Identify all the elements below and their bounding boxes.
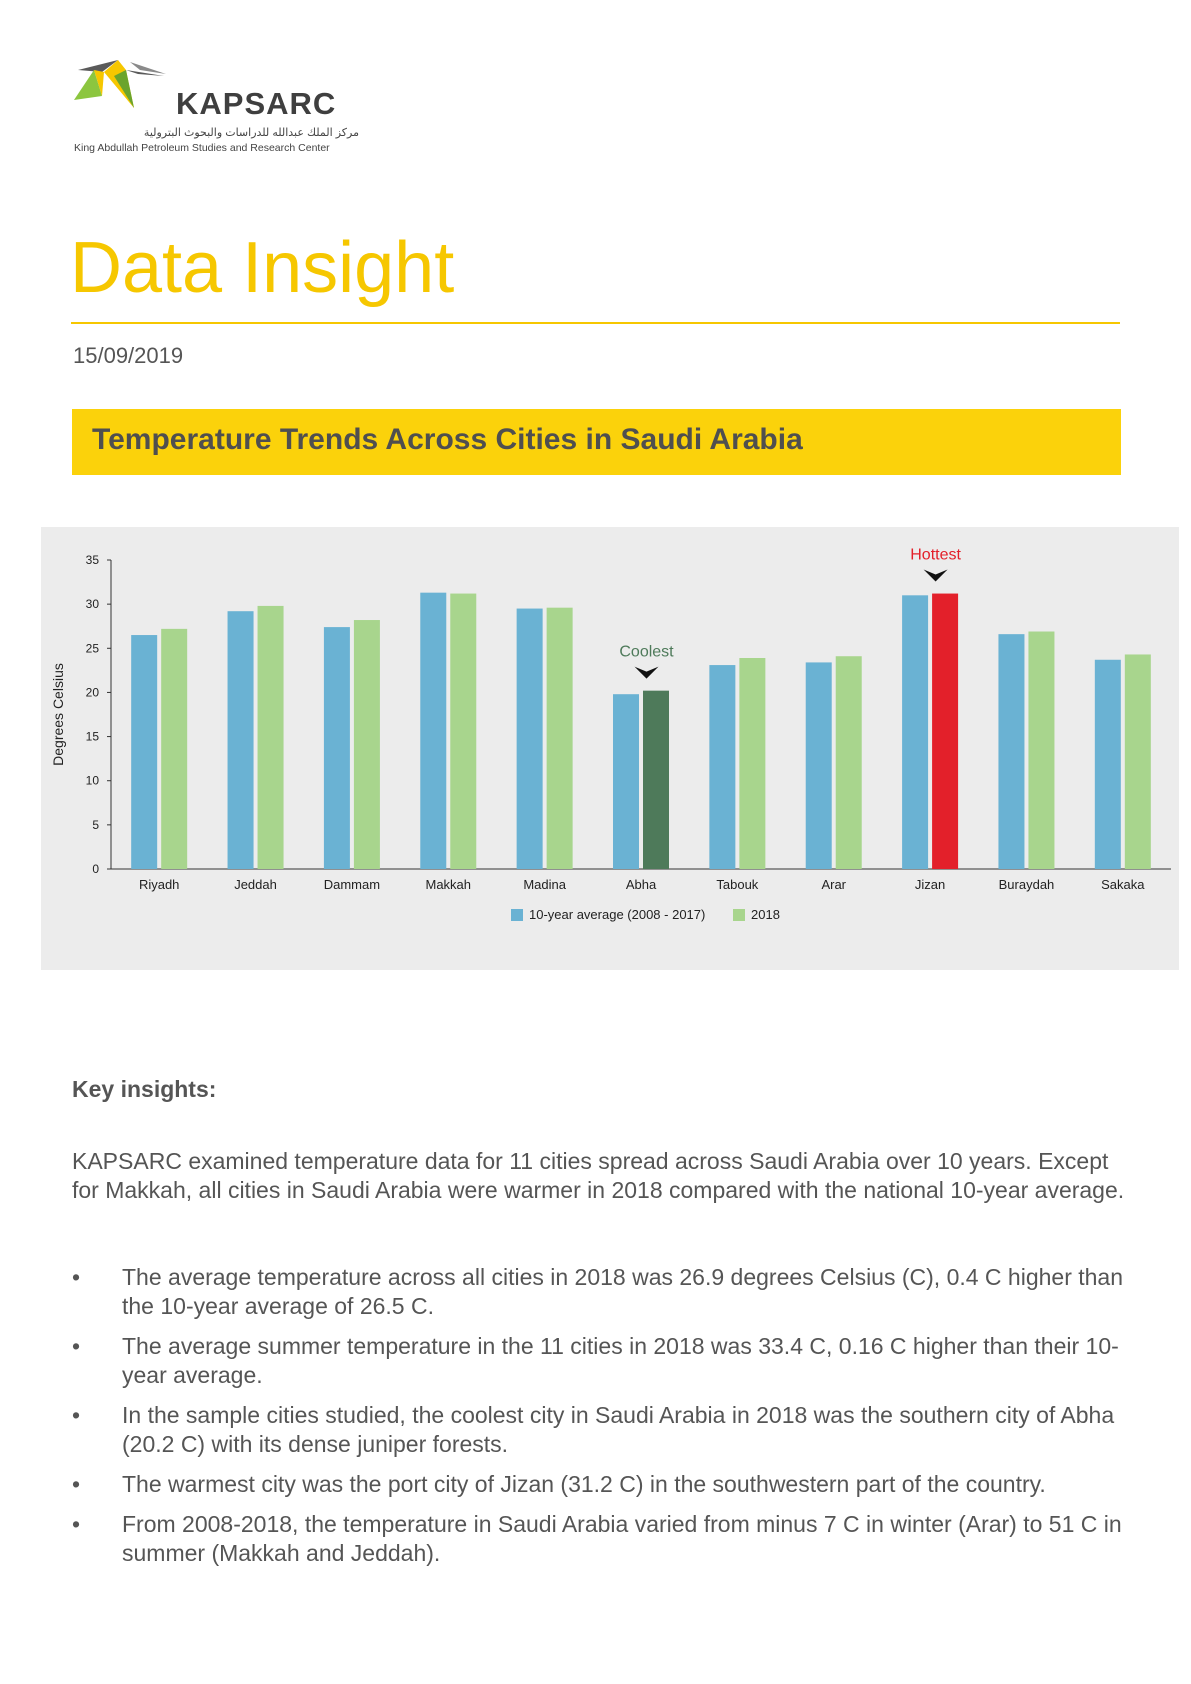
legend-label: 10-year average (2008 - 2017) bbox=[529, 907, 706, 922]
x-tick-label: Dammam bbox=[323, 877, 381, 892]
bullet-text: The average summer temperature in the 11 cities in 2018 was 33.4 C, 0.16 C higher than their 10-year average. bbox=[122, 1333, 1119, 1388]
bar-sakaka-2018 bbox=[1125, 654, 1151, 869]
logo-mark-icon bbox=[74, 58, 174, 118]
y-tick-label: 20 bbox=[85, 685, 99, 700]
bullet-icon: • bbox=[72, 1402, 81, 1428]
insights-intro: KAPSARC examined temperature data for 11 cities spread across Saudi Arabia over 10 years. Except for Makkah, all cities in Saudi Arabia were warmer in 2018 compared with the national 10-year average. bbox=[72, 1148, 1125, 1203]
bar-jeddah-2018 bbox=[258, 606, 284, 869]
bar-madina-2018 bbox=[547, 608, 573, 869]
y-tick-label: 10 bbox=[85, 773, 99, 788]
org-name: KAPSARC bbox=[176, 86, 337, 121]
bullet-text: The warmest city was the port city of Jizan (31.2 C) in the southwestern part of the country. bbox=[122, 1471, 1046, 1497]
bullet-text: In the sample cities studied, the coolest city in Saudi Arabia in 2018 was the southern city of Abha (20.2 C) with its dense juniper forests. bbox=[122, 1402, 1115, 1457]
x-tick-label: Abha bbox=[625, 877, 657, 892]
list-item bbox=[72, 1263, 1132, 1321]
bullet-icon: • bbox=[72, 1511, 81, 1537]
bar-buraydah-2018 bbox=[1028, 632, 1054, 869]
key-insights-heading: Key insights: bbox=[72, 1076, 217, 1102]
bar-dammam-avg bbox=[324, 627, 350, 869]
bar-jizan-2018 bbox=[932, 594, 958, 869]
list-item bbox=[72, 1332, 1132, 1390]
bar-arar-avg bbox=[806, 662, 832, 869]
x-tick-label: Jeddah bbox=[234, 877, 277, 892]
annotation-hottest: Hottest bbox=[910, 546, 961, 564]
x-tick-label: Jizan bbox=[914, 877, 946, 892]
bar-buraydah-avg bbox=[998, 634, 1024, 869]
temperature-bar-chart bbox=[41, 527, 1179, 970]
y-tick-label: 25 bbox=[85, 641, 99, 656]
bar-riyadh-avg bbox=[131, 635, 157, 869]
bar-abha-2018 bbox=[643, 691, 669, 869]
y-tick-label: 0 bbox=[92, 862, 99, 876]
section-banner bbox=[72, 409, 1121, 475]
annotation-coolest: Coolest bbox=[619, 643, 674, 661]
bullet-icon: • bbox=[72, 1264, 81, 1290]
bar-arar-2018 bbox=[836, 656, 862, 869]
y-axis-label: Degrees Celsius bbox=[50, 663, 66, 766]
bar-tabouk-avg bbox=[709, 665, 735, 869]
y-tick-label: 5 bbox=[92, 817, 99, 832]
y-tick-label: 35 bbox=[85, 553, 99, 567]
bullet-icon: • bbox=[72, 1333, 81, 1359]
arrow-down-icon bbox=[924, 570, 948, 582]
y-tick-label: 15 bbox=[85, 729, 99, 744]
banner-title: Temperature Trends Across Cities in Saudi Arabia bbox=[92, 423, 803, 456]
bar-makkah-avg bbox=[420, 593, 446, 869]
bar-riyadh-2018 bbox=[161, 629, 187, 869]
x-tick-label: Makkah bbox=[425, 877, 472, 892]
bullet-text: The average temperature across all cities in 2018 was 26.9 degrees Celsius (C), 0.4 C higher than the 10-year average of 26.5 C. bbox=[122, 1264, 1124, 1319]
bar-abha-avg bbox=[613, 694, 639, 869]
page-title: Data Insight bbox=[70, 228, 455, 308]
x-tick-label: Riyadh bbox=[138, 877, 180, 892]
legend-swatch bbox=[511, 909, 523, 921]
chart-panel bbox=[41, 527, 1179, 970]
bar-dammam-2018 bbox=[354, 620, 380, 869]
bar-jeddah-avg bbox=[228, 611, 254, 869]
x-tick-label: Buraydah bbox=[998, 877, 1055, 892]
publication-date: 15/09/2019 bbox=[73, 343, 184, 368]
x-tick-label: Arar bbox=[821, 877, 847, 892]
bullet-icon: • bbox=[72, 1471, 81, 1497]
x-tick-label: Sakaka bbox=[1101, 877, 1145, 892]
insights-list bbox=[72, 1263, 1132, 1579]
bar-sakaka-avg bbox=[1095, 660, 1121, 869]
legend-swatch bbox=[733, 909, 745, 921]
list-item bbox=[72, 1401, 1132, 1459]
kapsarc-logo bbox=[74, 58, 374, 158]
bar-jizan-avg bbox=[902, 595, 928, 869]
x-tick-label: Madina bbox=[523, 877, 566, 892]
arrow-down-icon bbox=[635, 667, 659, 679]
org-name-arabic: مركز الملك عبدالله للدراسات والبحوث البترولية bbox=[143, 127, 359, 139]
list-item bbox=[72, 1470, 1132, 1499]
title-divider bbox=[71, 322, 1120, 324]
bullet-text: From 2008-2018, the temperature in Saudi Arabia varied from minus 7 C in winter (Arar) to 51 C in summer (Makkah and Jeddah). bbox=[122, 1511, 1122, 1566]
list-item bbox=[72, 1510, 1132, 1568]
org-full-name: King Abdullah Petroleum Studies and Research Center bbox=[74, 142, 330, 154]
bar-madina-avg bbox=[517, 609, 543, 869]
bar-tabouk-2018 bbox=[739, 658, 765, 869]
y-tick-label: 30 bbox=[85, 597, 99, 612]
legend-label: 2018 bbox=[751, 907, 780, 922]
bar-makkah-2018 bbox=[450, 594, 476, 869]
x-tick-label: Tabouk bbox=[716, 877, 759, 892]
